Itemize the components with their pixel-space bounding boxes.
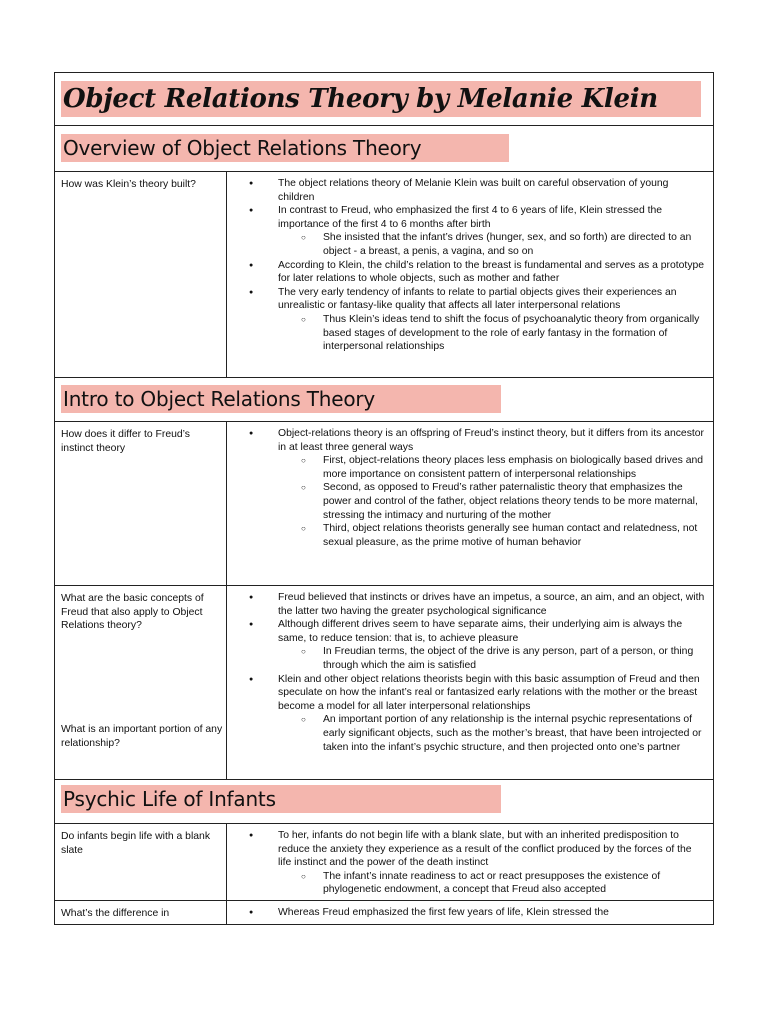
bullet-item: ● Freud believed that instincts or drives have an impetus, a source, an aim, and an object, with the latter two having the greater psychological significance	[231, 591, 707, 618]
question-text: How was Klein’s theory built?	[61, 179, 196, 190]
bullet-item: ● According to Klein, the child’s relation to the breast is fundamental and serves as a prototype for later relations to whole objects, such as mother and father	[231, 259, 707, 286]
section-heading: Overview of Object Relations Theory	[63, 136, 422, 160]
page-title: Object Relations Theory by Melanie Klein	[63, 84, 658, 114]
qa-row	[55, 901, 713, 925]
title-row	[55, 73, 713, 126]
section-heading: Psychic Life of Infants	[63, 787, 276, 811]
section-header	[55, 126, 713, 172]
bullet-item: ● The object relations theory of Melanie Klein was built on careful observation of young children	[231, 177, 707, 204]
qa-row	[55, 824, 713, 901]
bullet-item: ● The very early tendency of infants to relate to partial objects gives their experiences an unrealistic or fantasy-like quality that affects all later interpersonal relations	[231, 286, 707, 313]
section-header	[55, 780, 713, 824]
bullet-item: ● Klein and other object relations theorists begin with this basic assumption of Freud and then speculate on how the infant’s real or fantasized early relations with the mother or the breast become a model for all later interpersonal relationships	[231, 673, 707, 714]
bullet-item: ● Although different drives seem to have separate aims, their underlying aim is always the same, to reduce tension: that is, to achieve pleasure	[231, 618, 707, 645]
bullet-item: ● To her, infants do not begin life with a blank slate, but with an inherited predisposition to reduce the anxiety they experience as a result of the conflict produced by the forces of the life instinct and the power of the death instinct	[231, 829, 707, 870]
sub-bullet-item: ○ Thus Klein’s ideas tend to shift the focus of psychoanalytic theory from organically based stages of development to the role of early fantasy in the formation of interpersonal relationships	[231, 313, 707, 354]
question-text: How does it differ to Freud’s instinct theory	[61, 429, 190, 454]
sub-bullet-item: ○ The infant’s innate readiness to act or react presupposes the existence of phylogenetic endowment, a concept that Freud also accepted	[231, 870, 707, 897]
sub-bullet-item: ○ An important portion of any relationship is the internal psychic representations of early significant objects, such as the mother’s breast, that have been introjected or taken into the infant’s psychic structure, and then projected onto one’s partner	[231, 713, 707, 754]
qa-row	[55, 586, 713, 780]
answer-cell	[227, 172, 713, 377]
question-cell	[55, 824, 227, 900]
sub-bullet-item: ○ She insisted that the infant’s drives (hunger, sex, and so forth) are directed to an object - a breast, a penis, a vagina, and so on	[231, 231, 707, 258]
section-heading: Intro to Object Relations Theory	[63, 387, 376, 411]
sub-bullet-item: ○ Second, as opposed to Freud’s rather paternalistic theory that emphasizes the power and control of the father, object relations theory tends to be more maternal, stressing the intimacy and nurturing of the mother	[231, 481, 707, 522]
question-text: Do infants begin life with a blank slate	[61, 831, 211, 856]
qa-row	[55, 422, 713, 586]
question-cell	[55, 901, 227, 924]
bullet-item: ● In contrast to Freud, who emphasized the first 4 to 6 years of life, Klein stressed the importance of the first 4 to 6 months after birth	[231, 204, 707, 231]
question-cell	[55, 172, 227, 377]
question-cell	[55, 422, 227, 585]
sub-bullet-item: ○ In Freudian terms, the object of the drive is any person, part of a person, or thing through which the aim is satisfied	[231, 645, 707, 672]
section-header	[55, 378, 713, 422]
sub-bullet-item: ○ Third, object relations theorists generally see human contact and relatedness, not sexual pleasure, as the prime motive of human behavior	[231, 522, 707, 549]
bullet-item: ● Object-relations theory is an offspring of Freud’s instinct theory, but it differs from its ancestor in at least three general ways	[231, 427, 707, 454]
answer-cell	[227, 824, 713, 900]
question-text: What are the basic concepts of Freud that also apply to Object Relations theory?	[61, 593, 204, 632]
answer-cell	[227, 586, 713, 779]
qa-row	[55, 172, 713, 378]
question-text-secondary: What is an important portion of any relationship?	[61, 724, 223, 749]
answer-cell	[227, 422, 713, 585]
document	[54, 72, 714, 925]
answer-cell	[227, 901, 713, 924]
question-text: What’s the difference in	[61, 908, 170, 919]
question-cell	[55, 586, 227, 779]
bullet-item: ● Whereas Freud emphasized the first few years of life, Klein stressed the	[231, 906, 707, 920]
sub-bullet-item: ○ First, object-relations theory places less emphasis on biologically based drives and more importance on consistent pattern of interpersonal relationships	[231, 454, 707, 481]
